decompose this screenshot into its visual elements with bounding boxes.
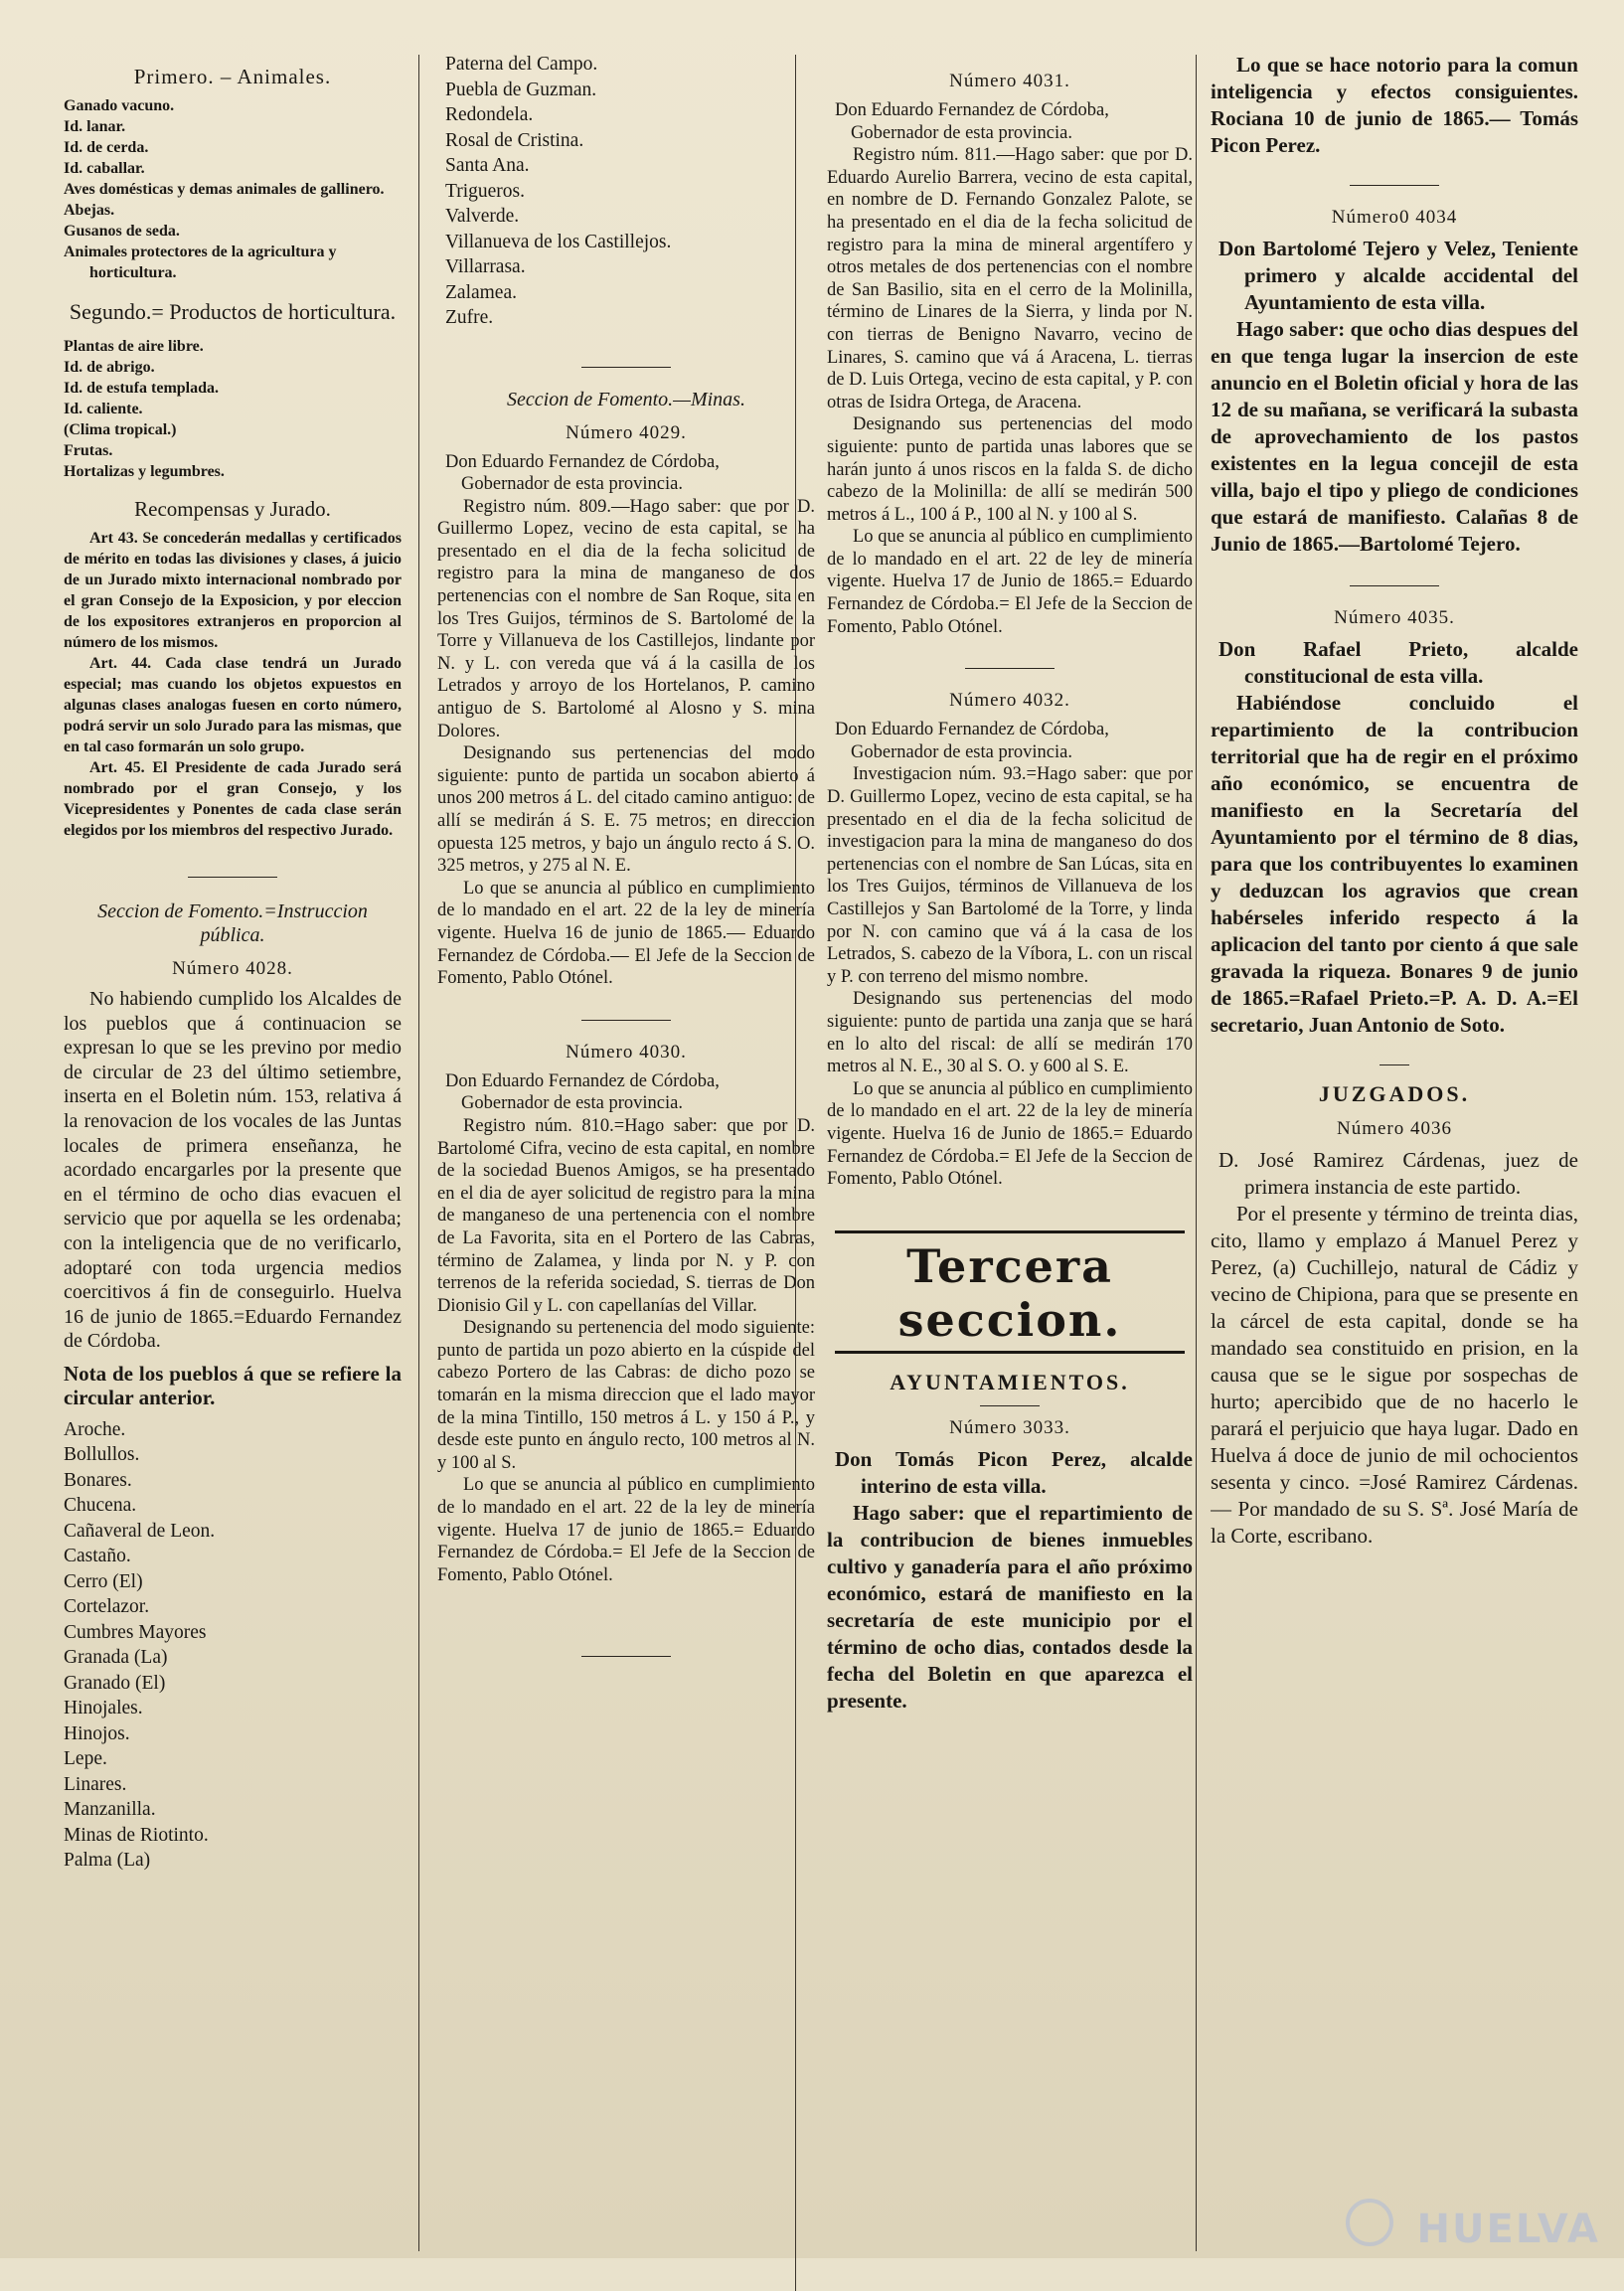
list-item: Zufre.	[445, 307, 494, 328]
list-pueblos	[64, 1417, 402, 1874]
list-item: Cumbres Mayores	[64, 1621, 207, 1643]
list-item: Valverde.	[445, 206, 520, 227]
list-item: Rosal de Cristina.	[445, 129, 584, 151]
article-44: Art. 44. Cada clase tendrá un Jurado especial; mas cuando los objetos expuestos en algunas clases analogas fuesen en corto número, podrá servir un solo Jurado para las mismas, que en tal caso formarán un solo grupo.	[64, 655, 402, 755]
notice-close-4029: Lo que se anuncia al público en cumplimiento de lo mandado en el art. 22 de la ley de minería vigente. Huelva 16 de junio de 1865.— Eduardo Fernandez de Córdoba.— El Jefe de la Seccion de Fomento, Pablo Otónel.	[437, 878, 815, 989]
notice-number-4036: Número 4036	[1336, 1118, 1452, 1139]
list-item: Id. caliente.	[64, 401, 143, 417]
article-43: Art 43. Se concederán medallas y certificados de mérito en todas las divisiones y clases, á juicio de un Jurado mixto internacional nombrado por el gran Consejo de la Exposicion, y por eleccion de los expositores extranjeros en proporcion al número de los mismos.	[64, 530, 402, 651]
list-item: Gusanos de seda.	[64, 223, 180, 240]
column-1	[64, 52, 402, 2248]
governor-line: Don Eduardo Fernandez de Córdoba,	[835, 720, 1109, 740]
notice-text-4029: Registro núm. 809.—Hago saber: que por D. Guillermo Lopez, vecino de esta capital, se ha presentado en el dia de la fecha solicitud de registro para la mina de manganeso de dos pertenencias con el nombre de San Roque, sita en los Tres Guijos, términos de S. Bartolomé de la Torre y Villanueva de los Castillejos, lindante por N. y L. con vereda que vá á la casilla de los Letrados y arroyo de los Hortelanos, P. camino antiguo de S. Bartolomé al Alosno y S. mina Dolores.	[437, 496, 815, 741]
list-horticultura	[64, 336, 402, 482]
separator	[581, 1020, 671, 1021]
notice-head-3033: Don Tomás Picon Perez, alcalde interino de esta villa.	[835, 1446, 1193, 1498]
column-2	[437, 52, 815, 2248]
list-item: Hinojos.	[64, 1722, 130, 1744]
notice-close-4032: Lo que se anuncia al público en cumplimiento de lo mandado en el art. 22 de la ley de minería vigente. Huelva 16 de Junio de 1865.= Eduardo Fernandez de Córdoba.= El Jefe de la Seccion de Fomento, Pablo Otónel.	[827, 1078, 1193, 1190]
notice-close-4030: Lo que se anuncia al público en cumplimiento de lo mandado en el art. 22 de la ley de minería vigente. Huelva 17 de junio de 1865.= Eduardo Fernandez de Córdoba.= El Jefe de la Seccion de Fomento, Pablo Otónel.	[437, 1475, 815, 1585]
list-item: Manzanilla.	[64, 1799, 156, 1821]
governor-title: Gobernador de esta provincia.	[851, 122, 1072, 143]
list-item: Castaño.	[64, 1546, 131, 1567]
list-item: Id. de abrigo.	[64, 359, 155, 376]
notice-design-4029: Designando sus pertenencias del modo siguiente: punto de partida un socabon abierto á unos 200 metros á L. del citado camino antiguo: de allí se medirán á S. E. 75 metros; en direccion opuesta 125 metros, y bajo un ángulo recto á S. O. 325 metros, y 275 al N. E.	[437, 743, 815, 877]
notice-close-4031: Lo que se anuncia al público en cumplimiento de lo mandado en el art. 22 de ley de minería vigente. Huelva 17 de Junio de 1865.= Eduardo Fernandez de Córdoba.= El Jefe de la Seccion de Fomento, Pablo Otónel.	[827, 527, 1193, 637]
notice-head-4035: Don Rafael Prieto, alcalde constitucional de esta villa.	[1218, 637, 1578, 688]
notice-text-4032: Investigacion núm. 93.=Hago saber: que por D. Guillermo Lopez, vecino de esta capital, se ha presentado en el dia de la fecha solicitud de investigacion para la mina de manganeso do dos pertenencias con el nombre de San Lúcas, sita en los Tres Guijos, términos de Villanueva de los Castillejos y San Bartolomé de la Torre, y linda por N. con camino que vá á la casa de los Letrados, S. cabezo de la Víbora, L. con un riscal y P. con terreno del mismo nombre.	[827, 764, 1193, 987]
thick-rule	[835, 1230, 1185, 1233]
governor-line: Don Eduardo Fernandez de Córdoba,	[835, 100, 1109, 120]
list-item: Abejas.	[64, 202, 115, 219]
notice-number-4031: Número 4031.	[949, 71, 1070, 91]
column-4	[1211, 52, 1578, 2248]
list-item: Cerro (El)	[64, 1570, 143, 1592]
list-item: Villanueva de los Castillejos.	[445, 231, 672, 252]
section-fomento-minas: Seccion de Fomento.—Minas.	[507, 388, 745, 410]
notice-design-4032: Designando sus pertenencias del modo siguiente: punto de partida una zanja que se hará en lo alto del riscal: de allí se medirán 170 metros al N. E., 30 al S. O. y 600 al S. E.	[827, 989, 1193, 1077]
list-item: Granada (La)	[64, 1647, 168, 1669]
list-animales	[64, 95, 402, 283]
section-fomento-instruccion: Seccion de Fomento.=Instruccion pública.	[97, 900, 368, 946]
list-item: Lepe.	[64, 1748, 107, 1770]
separator	[581, 367, 671, 368]
list-item: Bonares.	[64, 1469, 132, 1491]
notice-design-4031: Designando sus pertenencias del modo siguiente: punto de partida unas labores que se harán junto á unos riscos en la falda S. de dicho cabezo de la Molinilla: de allí se medirán 500 metros á L., 100 á P., 100 al N. y 100 al S.	[827, 414, 1193, 525]
separator	[1350, 585, 1439, 586]
notice-text-4030: Registro núm. 810.=Hago saber: que por D. Bartolomé Cifra, vecino de esta capital, en nombre de la sociedad Buenos Amigos, se ha presentado en el dia de ayer solicitud de registro para la mina de manganeso de una pertenencia con el nombre de La Favorita, sita en el Portero de las Cabras, término de Zalamea, y linda por N. y P. con terrenos de la referida sociedad, S. tierras de Don Dionisio Gil y L. con capellanías del Villar.	[437, 1115, 815, 1316]
list-item: Id. lanar.	[64, 118, 126, 135]
heading-segundo: Segundo.= Productos de horticultura.	[69, 299, 397, 324]
heading-recompensas: Recompensas y Jurado.	[134, 497, 331, 521]
separator	[980, 1405, 1040, 1406]
column-rule	[1196, 55, 1197, 2251]
ayuntamientos-heading: AYUNTAMIENTOS.	[890, 1369, 1130, 1394]
column-rule	[418, 55, 419, 2251]
notice-number-4035: Número 4035.	[1334, 607, 1455, 628]
thick-rule	[835, 1351, 1185, 1354]
separator	[581, 1656, 671, 1657]
separator	[1350, 185, 1439, 186]
list-item: Redondela.	[445, 104, 534, 125]
list-item: Cortelazor.	[64, 1596, 150, 1618]
list-item: Id. caballar.	[64, 160, 145, 177]
list-item: Paterna del Campo.	[445, 54, 598, 75]
list-item: Id. de cerda.	[64, 139, 149, 156]
separator	[1380, 1064, 1409, 1065]
notice-text-4036: Por el presente y término de treinta dias, cito, llamo y emplazo á Manuel Perez y Perez, (a) Cuchillejo, natural de Cádiz y vecino de Chipiona, para que se presente en la cárcel de esta capital, donde se ha mandado sea constituido en prision, en la causa que se le sigue por sospechas de hurto; apercibido que de no hacerlo le parará el perjuicio que haya lugar. Dado en Huelva á doce de junio de mil ochocientos sesenta y cinco. =José Ramirez Cárdenas.— Por mandado de su S. Sª. José María de la Corte, escribano.	[1211, 1202, 1578, 1548]
juzgados-heading: JUZGADOS.	[1318, 1081, 1471, 1106]
notice-head-4034: Don Bartolomé Tejero y Velez, Teniente primero y alcalde accidental del Ayuntamiento de esta villa.	[1218, 237, 1578, 314]
list-item: Hinojales.	[64, 1698, 143, 1719]
list-item: Minas de Riotinto.	[64, 1824, 209, 1846]
watermark-huelva: HUELVA	[1416, 2207, 1600, 2252]
list-item: (Clima tropical.)	[64, 421, 177, 438]
list-item: Aroche.	[64, 1418, 126, 1440]
list-item: Animales protectores de la agricultura y horticultura.	[64, 244, 337, 281]
list-item: Palma (La)	[64, 1850, 151, 1872]
notice-number-4032: Número 4032.	[949, 690, 1070, 712]
notice-text-3033: Hago saber: que el repartimiento de la contribucion de bienes inmuebles cultivo y ganadería para el año próximo económico, estará de manifiesto en la secretaría de este municipio por el término de ocho dias, contados desde la fecha del Boletin en que aparezca el presente.	[827, 1500, 1193, 1713]
list-item: Chucena.	[64, 1495, 137, 1517]
governor-title: Gobernador de esta provincia.	[851, 741, 1072, 762]
notice-text-4035: Habiéndose concluido el repartimiento de la contribucion territorial que ha de regir en el próximo año económico, se encuentra de manifiesto en la Secretaría del Ayuntamiento por el término de 8 dias, para que los contribuyentes lo examinen y deduzcan los agravios que crean habérseles inferido respecto á la aplicacion del tanto por ciento á que sale gravada la riqueza. Bonares 9 de junio de 1865.=Rafael Prieto.=P. A. D. A.=El secretario, Juan Antonio de Soto.	[1211, 691, 1578, 1037]
tercera-seccion-title: Tercera seccion.	[897, 1238, 1122, 1347]
list-item: Plantas de aire libre.	[64, 338, 204, 355]
notice-number-4034: Número0 4034	[1331, 207, 1458, 228]
notice-end-3033: Lo que se hace notorio para la comun inteligencia y efectos consiguientes. Rociana 10 de junio de 1865.— Tomás Picon Perez.	[1211, 53, 1578, 157]
list-item: Granado (El)	[64, 1672, 166, 1694]
list-item: Bollullos.	[64, 1444, 140, 1466]
list-item: Ganado vacuno.	[64, 97, 175, 114]
list-item: Aves domésticas y demas animales de gallinero.	[64, 181, 385, 198]
governor-title: Gobernador de esta provincia.	[461, 474, 683, 495]
notice-number-4029: Número 4029.	[566, 421, 687, 443]
notice-number-4030: Número 4030.	[566, 1041, 687, 1063]
list-item: Frutas.	[64, 442, 113, 459]
governor-title: Gobernador de esta provincia.	[461, 1093, 683, 1114]
article-45: Art. 45. El Presidente de cada Jurado será nombrado por el gran Consejo, y los Vicepresidentes y Ponentes de cada clase serán elegidos por los miembros del respectivo Jurado.	[64, 759, 402, 839]
notice-text-4034: Hago saber: que ocho dias despues del en que tenga lugar la insercion de este anuncio en el Boletin oficial y hora de las 12 de su mañana, se verificará la subasta de aprovechamiento de los pastos existentes en la legua concejil de esta villa, bajo el tipo y pliego de condiciones que estará de manifiesto. Calañas 8 de Junio de 1865.—Bartolomé Tejero.	[1211, 317, 1578, 556]
list-item: Id. de estufa templada.	[64, 380, 220, 397]
notice-number-3033: Número 3033.	[949, 1416, 1070, 1438]
separator	[965, 668, 1055, 669]
list-item: Hortalizas y legumbres.	[64, 463, 225, 480]
watermark-emblem-icon	[1346, 2199, 1393, 2246]
notice-text-4031: Registro núm. 811.—Hago saber: que por D. Eduardo Aurelio Barrera, vecino de esta capital, en nombre de D. Fernando Gonzalez Palote, se ha presentado en el dia de la fecha solicitud de registro para la mina de mineral argentífero y otros metales de dos pertenencias con el nombre de San Basilio, sita en el cerro de la Molinilla, término de Linares de la Sierra, y linda por N. con tierras de Benigno Navarro, vecino de Linares, S. camino que vá á Aracena, L. tierras de D. Luis Ortega, vecino de esta capital, y P. con otras de Isidra Ortega, de Aracena.	[827, 145, 1193, 412]
heading-primero: Primero. – Animales.	[133, 65, 332, 88]
list-item: Zalamea.	[445, 281, 517, 303]
column-3	[827, 52, 1193, 2248]
governor-line: Don Eduardo Fernandez de Córdoba,	[445, 1070, 720, 1091]
notice-text-4028: No habiendo cumplido los Alcaldes de los pueblos que á continuacion se expresan lo que se les previno por medio de circular de 23 del último setiembre, inserta en el Boletin núm. 153, relativa á la renovacion de los vocales de las Juntas locales de primera enseñanza, he acordado encargarles por la presente que en el término de ocho dias evacuen el servicio que por aquella se les ordenaba; con la inteligencia que de no verificarlo, adoptaré con toda urgencia medios coercitivos á fin de conseguirlo. Huelva 16 de junio de 1865.=Eduardo Fernandez de Córdoba.	[64, 988, 402, 1353]
notice-design-4030: Designando su pertenencia del modo siguiente: punto de partida un pozo abierto en la cúspide del cabezo Portero de las Cabras: de dicho pozo se tomarán en la misma direccion que el lado mayor de la mina Tintillo, 150 metros á L. y 150 á P., y desde este punto en ángulo recto, 100 metros al N. y 100 al S.	[437, 1318, 815, 1473]
list-item: Trigueros.	[445, 180, 525, 202]
notice-head-4036: D. José Ramirez Cárdenas, juez de primera instancia de este partido.	[1218, 1148, 1578, 1199]
list-item: Cañaveral de Leon.	[64, 1520, 216, 1542]
governor-line: Don Eduardo Fernandez de Córdoba,	[445, 451, 720, 472]
separator	[188, 877, 277, 878]
notice-number-4028: Número 4028.	[172, 958, 293, 979]
nota-pueblos: Nota de los pueblos á que se refiere la circular anterior.	[64, 1361, 402, 1409]
list-item: Puebla de Guzman.	[445, 79, 597, 100]
list-item: Linares.	[64, 1773, 127, 1795]
list-item: Santa Ana.	[445, 155, 530, 176]
list-pueblos-cont	[437, 52, 815, 331]
list-item: Villarrasa.	[445, 256, 526, 277]
